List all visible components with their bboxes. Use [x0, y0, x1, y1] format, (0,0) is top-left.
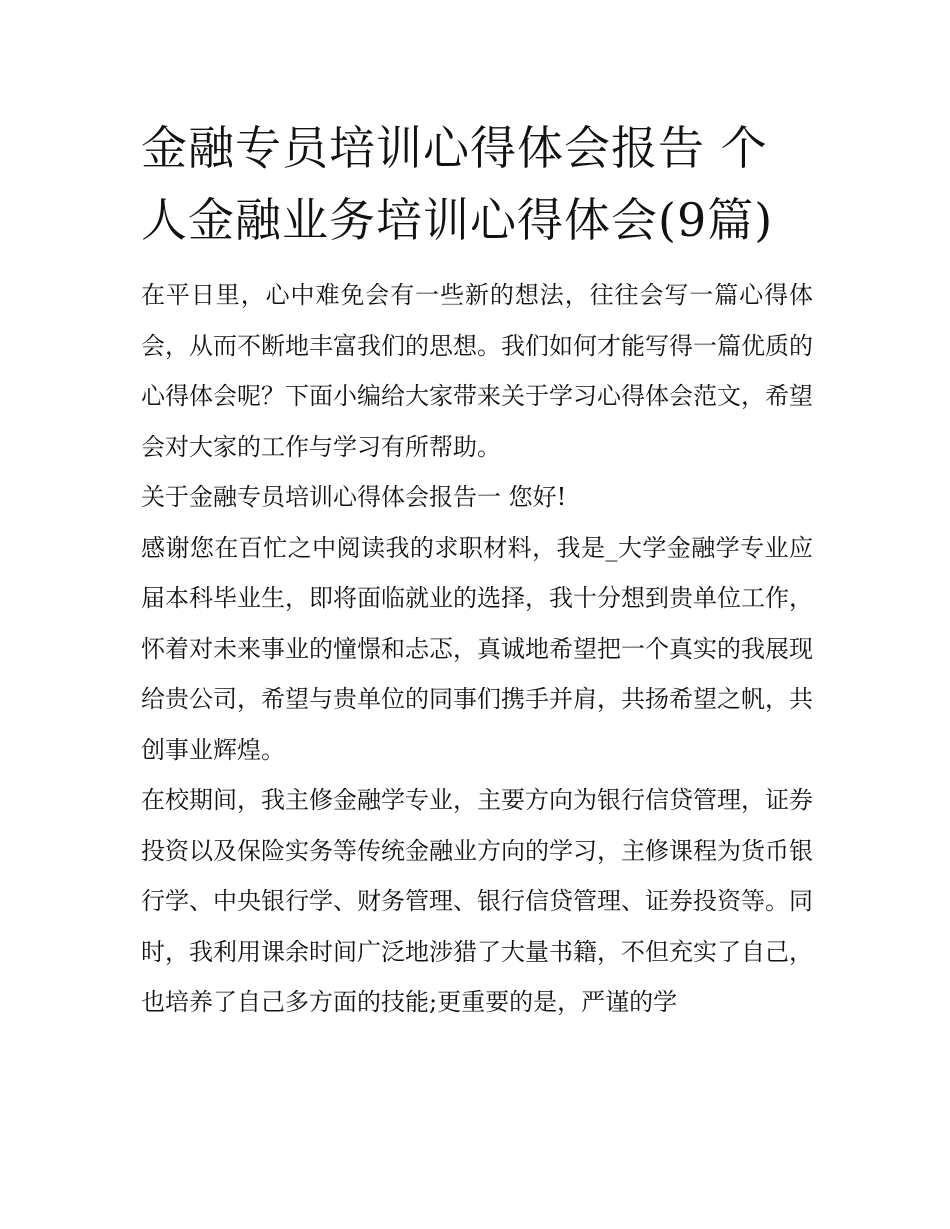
paragraph-studies: 在校期间，我主修金融学专业，主要方向为银行信贷管理，证券投资以及保险实务等传统金融业方向的学习，主修课程为货币银行学、中央银行学、财务管理、银行信贷管理、证券投资等。同时，我利用课余时间广泛地涉猎了大量书籍，不但充实了自己，也培养了自己多方面的技能;更重要的是，严谨的学 [141, 786, 813, 1016]
paragraph-thanks: 感谢您在百忙之中阅读我的求职材料，我是_大学金融学专业应届本科毕业生，即将面临就业的选择，我十分想到贵单位工作，怀着对未来事业的憧憬和忐忑，真诚地希望把一个真实的我展现给贵公司，希望与贵单位的同事们携手并肩，共扬希望之帆，共创事业辉煌。 [141, 533, 813, 764]
document-title: 金融专员培训心得体会报告 个人金融业务培训心得体会(9篇) [141, 121, 774, 247]
paragraph-section-heading: 关于金融专员培训心得体会报告一 您好! [141, 483, 567, 511]
document-body [141, 112, 813, 1028]
paragraph-intro: 在平日里，心中难免会有一些新的想法，往往会写一篇心得体会，从而不断地丰富我们的思想。我们如何才能写得一篇优质的心得体会呢？下面小编给大家带来关于学习心得体会范文，希望会对大家的工作与学习有所帮助。 [141, 281, 813, 461]
